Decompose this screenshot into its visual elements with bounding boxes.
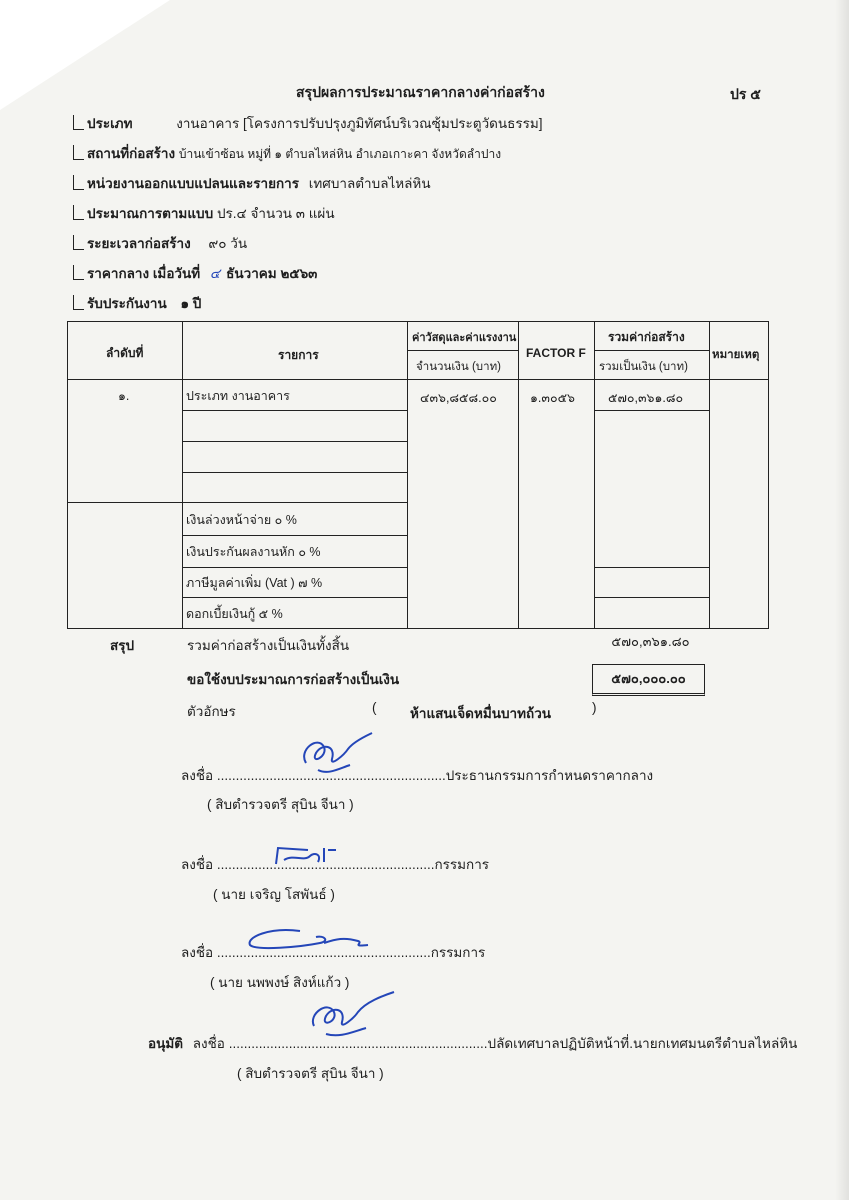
col-header-material-sub: จำนวนเงิน (บาท) xyxy=(416,361,501,373)
summary-budget-value: ๕๗๐,๐๐๐.๐๐ xyxy=(592,664,705,696)
checkbox-mark xyxy=(73,265,84,280)
signature-1-role: ประธานกรรมการกำหนดราคากลาง xyxy=(445,768,654,783)
row-factor: ๑.๓๐๕๖ xyxy=(530,391,575,405)
estimate-value: ปร.๔ จำนวน ๓ แผ่น xyxy=(216,206,335,221)
duration-line xyxy=(73,232,247,254)
table-hline xyxy=(594,350,709,351)
checkbox-mark xyxy=(73,145,84,160)
row-total: ๕๗๐,๓๖๑.๘๐ xyxy=(608,391,684,405)
col-header-factor: FACTOR F xyxy=(526,346,586,360)
designer-value: เทศบาลตำบลไหล่หิน xyxy=(308,176,431,191)
approval-name: ( สิบตำรวจตรี สุบิน จีนา ) xyxy=(237,1066,384,1081)
col-header-total-sub: รวมเป็นเงิน (บาท) xyxy=(599,361,688,373)
location-value: บ้านเข้าซ้อน หมู่ที่ ๑ ตำบลไหล่หิน อำเภอเกาะคา จังหวัดลำปาง xyxy=(178,147,502,161)
row-item: ประเภท งานอาคาร xyxy=(186,389,290,403)
row-no: ๑. xyxy=(118,389,130,403)
condition-retention: เงินประกันผลงานหัก ๐ % xyxy=(186,545,321,559)
approval-role: ปลัดเทศบาลปฏิบัติหน้าที่.นายกเทศมนตรีตำบลไหล่หิน xyxy=(487,1036,798,1051)
summary-words-label: ตัวอักษร xyxy=(187,704,236,719)
approval-label: อนุมัติ xyxy=(148,1036,184,1051)
table-hline xyxy=(182,472,407,473)
summary-total-label: รวมค่าก่อสร้างเป็นเงินทั้งสิ้น xyxy=(187,638,350,653)
table-hline xyxy=(407,350,518,351)
col-header-item: รายการ xyxy=(278,348,319,362)
signature-3-name: ( นาย นพพงษ์ สิงห์แก้ว ) xyxy=(210,975,350,990)
estimate-label: ประมาณการตามแบบ xyxy=(87,206,214,221)
signature-1-line: ลงชื่อ .............................................................ประธานกรรมการกำหนดราคากลาง xyxy=(181,768,654,783)
signature-3-line: ลงชื่อ .........................................................กรรมการ xyxy=(181,945,486,960)
col-header-material: ค่าวัสดุและค่าแรงงาน xyxy=(412,332,517,344)
approval-prefix: ลงชื่อ xyxy=(192,1036,225,1051)
table-vline xyxy=(594,322,595,628)
col-header-no: ลำดับที่ xyxy=(106,346,144,360)
signature-2-name: ( นาย เจริญ โสพันธ์ ) xyxy=(213,887,335,902)
summary-total-value: ๕๗๐,๓๖๑.๘๐ xyxy=(611,634,690,649)
location-label: สถานที่ก่อสร้าง xyxy=(87,146,176,161)
checkbox-mark xyxy=(73,295,84,310)
project-type-label: ประเภท xyxy=(87,116,133,131)
project-type-line xyxy=(73,112,543,134)
signature-3-role: กรรมการ xyxy=(430,945,486,960)
folded-corner xyxy=(0,0,170,110)
summary-words-close: ) xyxy=(592,700,597,715)
row-material: ๔๓๖,๘๕๘.๐๐ xyxy=(420,391,497,405)
table-hline xyxy=(182,597,407,598)
table-vline xyxy=(518,322,519,628)
table-header-bottom xyxy=(68,379,768,380)
warranty-line xyxy=(73,292,201,314)
table-hline xyxy=(68,502,407,503)
approval-line: อนุมัติ ลงชื่อ .....................................................................ปลัดเทศบาลปฏิบัติหน้าที่.นายกเทศมนตรีตำบลไหล่หิน xyxy=(148,1036,798,1051)
condition-advance: เงินล่วงหน้าจ่าย ๐ % xyxy=(186,513,297,527)
col-header-note: หมายเหตุ xyxy=(712,349,760,361)
duration-label: ระยะเวลาก่อสร้าง xyxy=(87,236,191,251)
condition-vat: ภาษีมูลค่าเพิ่ม (Vat ) ๗ % xyxy=(186,576,323,590)
signature-1-prefix: ลงชื่อ xyxy=(181,768,214,783)
summary-label: สรุป xyxy=(110,638,135,653)
project-type-value: งานอาคาร [โครงการปรับปรุงภูมิทัศน์บริเวณซุ้มประตูวัดนธรรม] xyxy=(176,116,543,131)
summary-budget-label: ขอใช้งบประมาณการก่อสร้างเป็นเงิน xyxy=(187,672,400,687)
table-hline xyxy=(182,535,407,536)
checkbox-mark xyxy=(73,115,84,130)
page-edge-shadow xyxy=(835,0,849,1200)
price-summary-table xyxy=(67,321,769,629)
checkbox-mark xyxy=(73,175,84,190)
warranty-label: รับประกันงาน xyxy=(87,296,167,311)
signature-3-prefix: ลงชื่อ xyxy=(181,945,214,960)
checkbox-mark xyxy=(73,205,84,220)
signature-2-line: ลงชื่อ ..........................................................กรรมการ xyxy=(181,857,490,872)
summary-words-value: ห้าแสนเจ็ดหมื่นบาทถ้วน xyxy=(410,706,551,721)
table-hline xyxy=(182,410,407,411)
location-line xyxy=(73,142,501,164)
checkbox-mark xyxy=(73,235,84,250)
table-hline xyxy=(594,410,709,411)
table-hline xyxy=(594,597,709,598)
table-hline xyxy=(182,441,407,442)
designer-label: หน่วยงานออกแบบแปลนและรายการ xyxy=(87,176,299,191)
document-title: สรุปผลการประมาณราคากลางค่าก่อสร้าง xyxy=(296,84,545,100)
duration-value: ๙๐ วัน xyxy=(208,236,248,251)
signature-2-role: กรรมการ xyxy=(434,857,490,872)
table-vline xyxy=(709,322,710,628)
designer-line xyxy=(73,172,431,194)
price-date-label: ราคากลาง เมื่อวันที่ xyxy=(87,266,201,281)
table-hline xyxy=(182,567,407,568)
table-vline xyxy=(407,322,408,628)
warranty-value: ๑ ปี xyxy=(180,296,202,311)
summary-words-open: ( xyxy=(372,700,377,715)
price-date-line xyxy=(73,262,317,284)
table-hline xyxy=(594,567,709,568)
condition-interest: ดอกเบี้ยเงินกู้ ๕ % xyxy=(186,607,283,621)
price-date-rest: ธันวาคม ๒๕๖๓ xyxy=(226,266,318,281)
table-vline xyxy=(182,322,183,628)
estimate-line xyxy=(73,202,335,224)
signature-2-prefix: ลงชื่อ xyxy=(181,857,214,872)
col-header-total: รวมค่าก่อสร้าง xyxy=(608,330,685,344)
form-code: ปร ๕ xyxy=(730,86,761,102)
price-date-day: ๔ xyxy=(209,266,221,281)
signature-1-name: ( สิบตำรวจตรี สุบิน จีนา ) xyxy=(207,797,354,812)
